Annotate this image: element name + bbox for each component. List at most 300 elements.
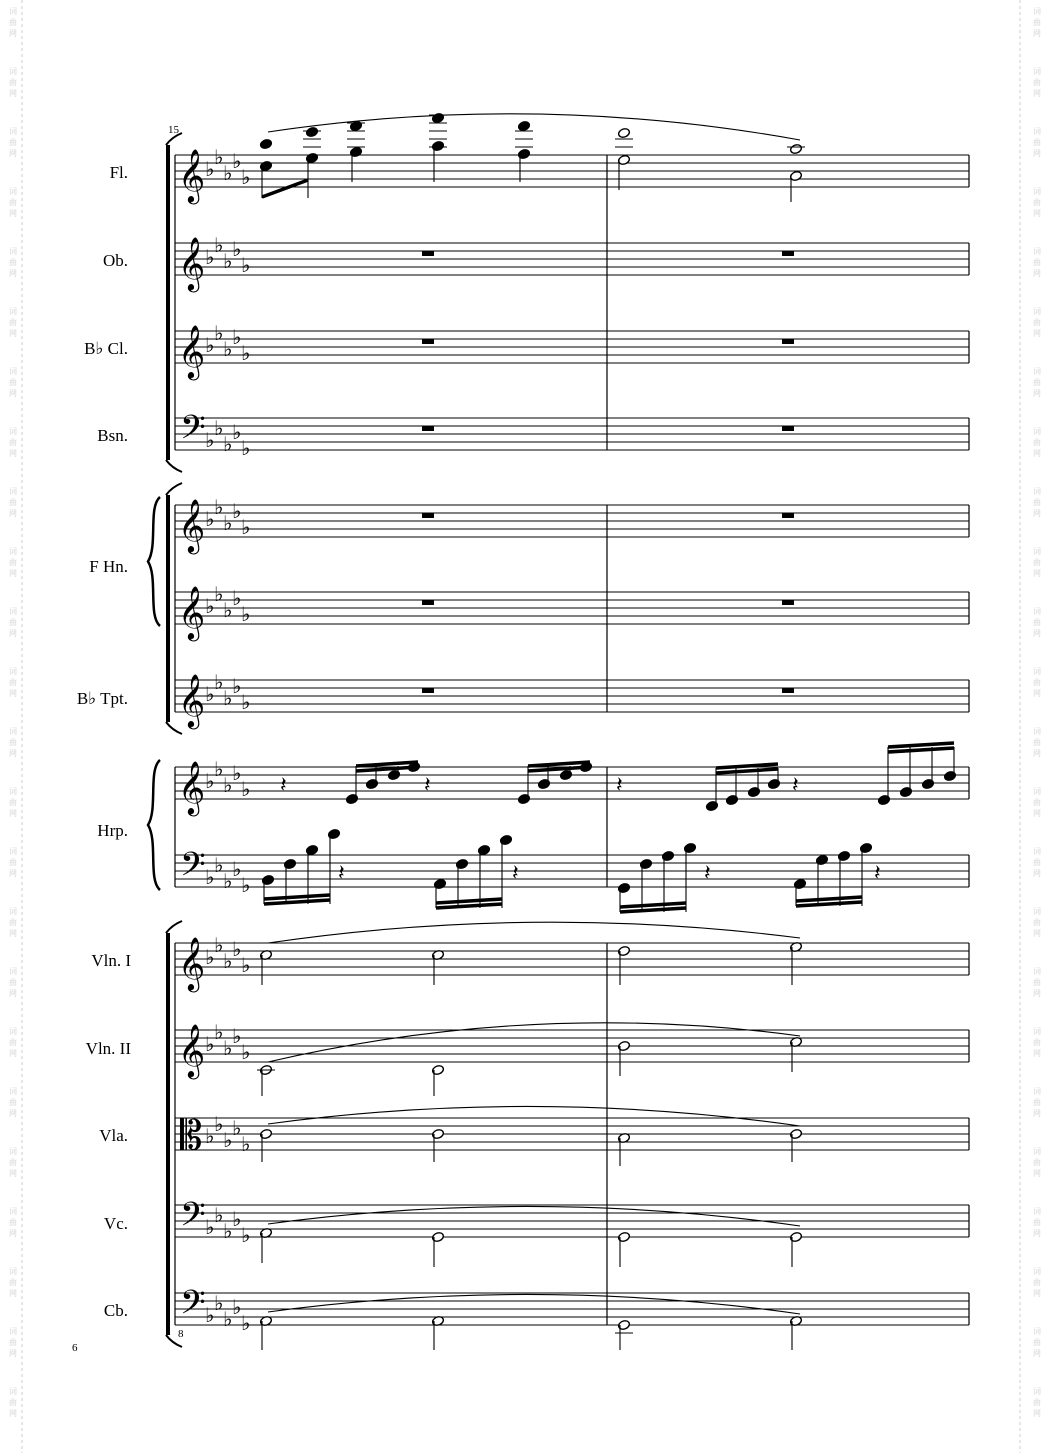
flat-icon: ♭ [232,1207,242,1231]
watermark-glyph: 曲 [9,978,17,987]
watermark-glyph: 网 [1033,989,1041,998]
flat-icon: ♭ [232,499,242,523]
watermark-glyph: 网 [9,509,17,518]
treble-clef-icon: 𝄞 [178,936,206,990]
notehead [725,794,738,805]
watermark-glyph: 网 [1033,1409,1041,1418]
flat-icon: ♭ [214,233,224,257]
watermark-glyph: 曲 [9,378,17,387]
notehead [789,143,802,154]
watermark-glyph: 曲 [9,1338,17,1347]
notehead [365,778,378,789]
watermark-glyph: 曲 [1033,678,1041,687]
watermark-glyph: 曲 [9,558,17,567]
watermark-glyph: 曲 [1033,978,1041,987]
watermark-glyph: 曲 [9,1218,17,1227]
flat-icon: ♭ [214,1112,224,1136]
watermark-glyph: 词 [9,367,17,376]
notehead [387,769,400,780]
flat-icon: ♭ [232,420,242,444]
notehead [559,769,572,780]
watermark-glyph: 网 [9,1349,17,1358]
watermark-glyph: 曲 [1033,498,1041,507]
treble-clef-icon: 𝄞 [178,498,206,552]
notehead [431,112,444,123]
notehead [661,850,674,861]
watermark-glyph: 网 [1033,569,1041,578]
watermark-glyph: 曲 [9,78,17,87]
watermark-glyph: 曲 [1033,738,1041,747]
whole-rest-icon [422,426,434,431]
watermark-glyph: 词 [1033,847,1041,856]
notehead [327,828,340,839]
treble-clef-icon: 𝄞 [178,760,206,814]
watermark-glyph: 网 [9,689,17,698]
watermark-glyph: 网 [9,1169,17,1178]
flat-icon: ♭ [205,769,215,793]
measure-number: 15 [168,124,179,136]
flat-icon: ♭ [214,933,224,957]
notehead [747,786,760,797]
flat-icon: ♭ [232,857,242,881]
watermark-glyph: 词 [9,187,17,196]
watermark-glyph: 曲 [1033,1278,1041,1287]
beam [716,769,778,773]
flat-icon: ♭ [223,432,233,456]
staff-horn-1 [175,495,969,554]
watermark-glyph: 网 [9,1109,17,1118]
label-bassoon: Bsn. [97,426,128,445]
staff-violin-1 [175,933,969,992]
notehead [767,778,780,789]
bass-clef-icon: 𝄢 [180,846,206,892]
bass-clef-icon: 𝄢 [180,1196,206,1242]
notehead [517,120,530,131]
watermark-glyph: 网 [9,869,17,878]
flat-icon: ♭ [223,337,233,361]
notehead [815,854,828,865]
watermark-glyph: 曲 [9,618,17,627]
whole-rest-icon [422,513,434,518]
watermark-glyph: 网 [1033,629,1041,638]
flat-icon: ♭ [205,157,215,181]
label-contrabass: Cb. [103,1301,128,1320]
string-bracket-hook-top [166,921,182,933]
notehead [789,1128,802,1139]
watermark-glyph: 词 [1033,607,1041,616]
flat-icon: ♭ [205,1032,215,1056]
watermark-glyph: 词 [1033,1027,1041,1036]
whole-rest-icon [422,600,434,605]
notehead [517,148,530,159]
label-cello: Vc. [103,1214,128,1233]
brackets-and-braces [148,133,607,1347]
notehead [921,778,934,789]
watermark-glyph: 曲 [1033,318,1041,327]
notehead [349,146,362,157]
notehead [537,778,550,789]
watermark-glyph: 词 [1033,427,1041,436]
flat-icon: ♭ [241,515,251,539]
watermark-glyph: 曲 [1033,798,1041,807]
watermark-glyph: 网 [9,989,17,998]
watermark-glyph: 词 [1033,1147,1041,1156]
whole-rest-icon [782,513,794,518]
quarter-rest-icon: 𝄽 [280,773,287,798]
flat-icon: ♭ [232,937,242,961]
watermark-glyph: 曲 [9,1278,17,1287]
staff-harp-lower [175,846,969,897]
flat-icon: ♭ [232,237,242,261]
watermark-glyph: 曲 [1033,18,1041,27]
beam [528,767,590,771]
notehead [305,844,318,855]
page-number: 6 [72,1342,78,1354]
whole-rest-icon [782,426,794,431]
watermark-glyph: 网 [9,29,17,38]
notehead [617,127,630,138]
woodwind-bracket [166,145,170,460]
watermark-glyph: 网 [9,1289,17,1298]
staff-bassoon [175,409,969,460]
watermark-glyph: 词 [9,727,17,736]
beam [356,762,418,766]
staff-horn-2 [175,582,969,641]
watermark-glyph: 曲 [9,438,17,447]
quarter-rest-icon: 𝄽 [792,773,799,798]
flat-icon: ♭ [241,953,251,977]
watermark-glyph: 网 [1033,509,1041,518]
beam [620,908,686,912]
watermark-glyph: 词 [9,1087,17,1096]
staff-viola [175,1112,969,1159]
flat-icon: ♭ [223,161,233,185]
watermark-glyph: 曲 [9,138,17,147]
flat-icon: ♭ [223,686,233,710]
watermark-glyph: 词 [9,1267,17,1276]
notehead [455,858,468,869]
flat-icon: ♭ [223,511,233,535]
watermark-glyph: 词 [1033,787,1041,796]
watermark-glyph: 曲 [1033,558,1041,567]
watermark-glyph: 网 [9,749,17,758]
notehead [517,793,530,804]
beam [264,895,330,899]
watermark-glyph: 曲 [9,1038,17,1047]
watermark-glyph: 曲 [1033,858,1041,867]
watermark-glyph: 曲 [1033,378,1041,387]
watermark-glyph: 词 [9,907,17,916]
watermark-glyph: 网 [1033,1289,1041,1298]
notehead [431,1128,444,1139]
beam [436,904,502,908]
watermark-glyph: 网 [9,929,17,938]
notehead [305,126,318,137]
notehead [431,1231,444,1242]
notehead [433,878,446,889]
watermark-glyph: 网 [9,809,17,818]
watermark-glyph: 曲 [9,318,17,327]
flat-icon: ♭ [223,598,233,622]
quarter-rest-icon: 𝄽 [704,861,711,886]
watermark-glyph: 词 [9,967,17,976]
flat-icon: ♭ [214,145,224,169]
notehead [943,770,956,781]
notehead [793,878,806,889]
flat-icon: ♭ [241,873,251,897]
watermark-glyph: 网 [1033,749,1041,758]
flat-icon: ♭ [232,1024,242,1048]
treble-clef-icon: 𝄞 [178,585,206,639]
watermark-glyph: 曲 [9,738,17,747]
watermark-glyph: 词 [1033,907,1041,916]
watermark-glyph: 曲 [9,198,17,207]
watermark-glyph: 网 [1033,1049,1041,1058]
brass-bracket [166,495,170,722]
flat-icon: ♭ [214,1203,224,1227]
watermark-glyph: 曲 [1033,198,1041,207]
flat-icon: ♭ [232,1116,242,1140]
watermark-glyph: 网 [9,1049,17,1058]
beam [264,900,330,904]
watermark-glyph: 网 [1033,449,1041,458]
watermark-glyph: 词 [9,67,17,76]
watermark-glyph: 词 [1033,547,1041,556]
watermark-glyph: 网 [1033,389,1041,398]
watermark-glyph: 词 [9,1327,17,1336]
notehead [259,160,272,171]
beam [356,767,418,771]
watermark-glyph: 曲 [9,858,17,867]
watermark-glyph: 网 [9,569,17,578]
notehead [431,140,444,151]
flat-icon: ♭ [241,1132,251,1156]
staff-systems [175,145,969,1335]
notehead [789,1231,802,1242]
watermark-glyph: 曲 [1033,1398,1041,1407]
staff-harp-upper [175,757,969,816]
margin-watermarks [9,0,1041,1453]
notehead [705,800,718,811]
watermark-glyph: 网 [1033,1169,1041,1178]
watermark-glyph: 词 [9,1027,17,1036]
notehead [859,842,872,853]
watermark-glyph: 曲 [9,1158,17,1167]
watermark-glyph: 词 [9,667,17,676]
staff-cello [175,1196,969,1247]
label-harp: Hrp. [97,821,128,840]
watermark-glyph: 词 [1033,367,1041,376]
treble-clef-icon: 𝄞 [178,324,206,378]
watermark-glyph: 曲 [1033,918,1041,927]
flat-icon: ♭ [223,1307,233,1331]
horn-brace [148,497,160,626]
flat-icon: ♭ [241,690,251,714]
flat-icon: ♭ [214,1020,224,1044]
flute-slur [268,114,800,140]
watermark-glyph: 曲 [1033,1098,1041,1107]
woodwind-bracket-hook-bottom [166,460,182,472]
watermark-glyph: 网 [9,89,17,98]
flat-icon: ♭ [205,1124,215,1148]
contrabass-slur [268,1294,800,1314]
watermark-glyph: 词 [9,127,17,136]
watermark-glyph: 曲 [1033,438,1041,447]
flat-icon: ♭ [241,602,251,626]
whole-rest-icon [782,251,794,256]
beam [620,903,686,907]
label-flute: Fl. [109,163,128,182]
notehead [617,882,630,893]
watermark-glyph: 网 [9,449,17,458]
flat-icon: ♭ [223,1219,233,1243]
label-violin-2: Vln. II [85,1039,131,1058]
quarter-rest-icon: 𝄽 [512,861,519,886]
notehead [305,152,318,163]
flat-icon: ♭ [241,253,251,277]
watermark-glyph: 网 [1033,29,1041,38]
quarter-rest-icon: 𝄽 [616,773,623,798]
quarter-rest-icon: 𝄽 [424,773,431,798]
flat-icon: ♭ [241,1040,251,1064]
watermark-glyph: 词 [1033,1327,1041,1336]
flat-icon: ♭ [232,586,242,610]
staff-trumpet [175,670,969,729]
watermark-glyph: 词 [9,607,17,616]
flat-icon: ♭ [214,416,224,440]
watermark-glyph: 词 [9,1387,17,1396]
alto-clef-icon: 𝄡 [180,1113,203,1159]
watermark-glyph: 网 [9,329,17,338]
watermark-glyph: 网 [9,269,17,278]
watermark-glyph: 词 [1033,487,1041,496]
watermark-glyph: 词 [9,847,17,856]
flat-icon: ♭ [223,773,233,797]
watermark-glyph: 网 [1033,209,1041,218]
label-oboe: Ob. [102,251,128,270]
watermark-glyph: 词 [1033,7,1041,16]
flat-icon: ♭ [214,495,224,519]
watermark-glyph: 曲 [1033,618,1041,627]
flat-icon: ♭ [241,1223,251,1247]
harp-brace [148,760,160,890]
watermark-glyph: 网 [9,629,17,638]
watermark-glyph: 词 [9,787,17,796]
treble-clef-icon: 𝄞 [178,1023,206,1077]
notehead [639,858,652,869]
watermark-glyph: 曲 [1033,1158,1041,1167]
watermark-glyph: 网 [1033,329,1041,338]
watermark-glyph: 词 [9,7,17,16]
notehead [877,794,890,805]
watermark-glyph: 词 [1033,307,1041,316]
brass-bracket-hook-top [166,483,182,495]
flat-icon: ♭ [232,761,242,785]
watermark-glyph: 词 [9,307,17,316]
notehead [259,138,272,149]
watermark-glyph: 曲 [9,498,17,507]
watermark-glyph: 词 [9,547,17,556]
watermark-glyph: 网 [1033,269,1041,278]
notehead [283,858,296,869]
watermark-glyph: 词 [1033,67,1041,76]
notehead [837,850,850,861]
watermark-glyph: 词 [1033,727,1041,736]
beam [888,748,954,752]
notehead [899,786,912,797]
notehead [617,1231,630,1242]
watermark-glyph: 词 [1033,1087,1041,1096]
flat-icon: ♭ [205,594,215,618]
watermark-glyph: 网 [9,389,17,398]
watermark-glyph: 曲 [9,678,17,687]
watermark-glyph: 词 [1033,667,1041,676]
staff-clarinet [175,321,969,380]
watermark-glyph: 网 [9,1409,17,1418]
watermark-glyph: 网 [1033,89,1041,98]
whole-rest-icon [422,688,434,693]
staff-contrabass [175,1284,969,1335]
watermark-glyph: 曲 [1033,258,1041,267]
flat-icon: ♭ [223,1036,233,1060]
watermark-glyph: 网 [9,1229,17,1238]
flat-icon: ♭ [241,165,251,189]
whole-rest-icon [782,600,794,605]
notehead [617,1319,630,1330]
flat-icon: ♭ [205,245,215,269]
whole-rest-icon [422,339,434,344]
beam [262,180,308,197]
watermark-glyph: 曲 [9,918,17,927]
flat-icon: ♭ [241,1311,251,1335]
treble-clef-icon: 𝄞 [178,673,206,727]
notehead [617,945,630,956]
bass-clef-icon: 𝄢 [180,1284,206,1330]
notehead [431,1064,444,1075]
watermark-glyph: 网 [1033,1109,1041,1118]
beam [436,899,502,903]
flat-icon: ♭ [214,321,224,345]
flat-icon: ♭ [223,1128,233,1152]
notehead [499,834,512,845]
flat-icon: ♭ [214,582,224,606]
watermark-glyph: 词 [1033,127,1041,136]
flat-icon: ♭ [241,436,251,460]
flat-icon: ♭ [232,1295,242,1319]
label-viola: Vla. [99,1126,128,1145]
flat-icon: ♭ [241,777,251,801]
violin-1-slur [268,922,800,943]
label-horn: F Hn. [89,557,128,576]
watermark-glyph: 网 [1033,1349,1041,1358]
watermark-glyph: 曲 [1033,1218,1041,1227]
notehead [261,874,274,885]
watermark-glyph: 网 [1033,869,1041,878]
watermark-glyph: 曲 [9,1398,17,1407]
watermark-glyph: 词 [9,1147,17,1156]
watermark-glyph: 词 [1033,1387,1041,1396]
whole-rest-icon [782,688,794,693]
beam [796,897,862,901]
watermark-glyph: 词 [1033,187,1041,196]
watermark-glyph: 曲 [9,1098,17,1107]
watermark-glyph: 词 [1033,1207,1041,1216]
treble-clef-icon: 𝄞 [178,148,206,202]
quarter-rest-icon: 𝄽 [338,861,345,886]
flat-icon: ♭ [223,869,233,893]
watermark-glyph: 词 [9,487,17,496]
watermark-glyph: 网 [9,209,17,218]
